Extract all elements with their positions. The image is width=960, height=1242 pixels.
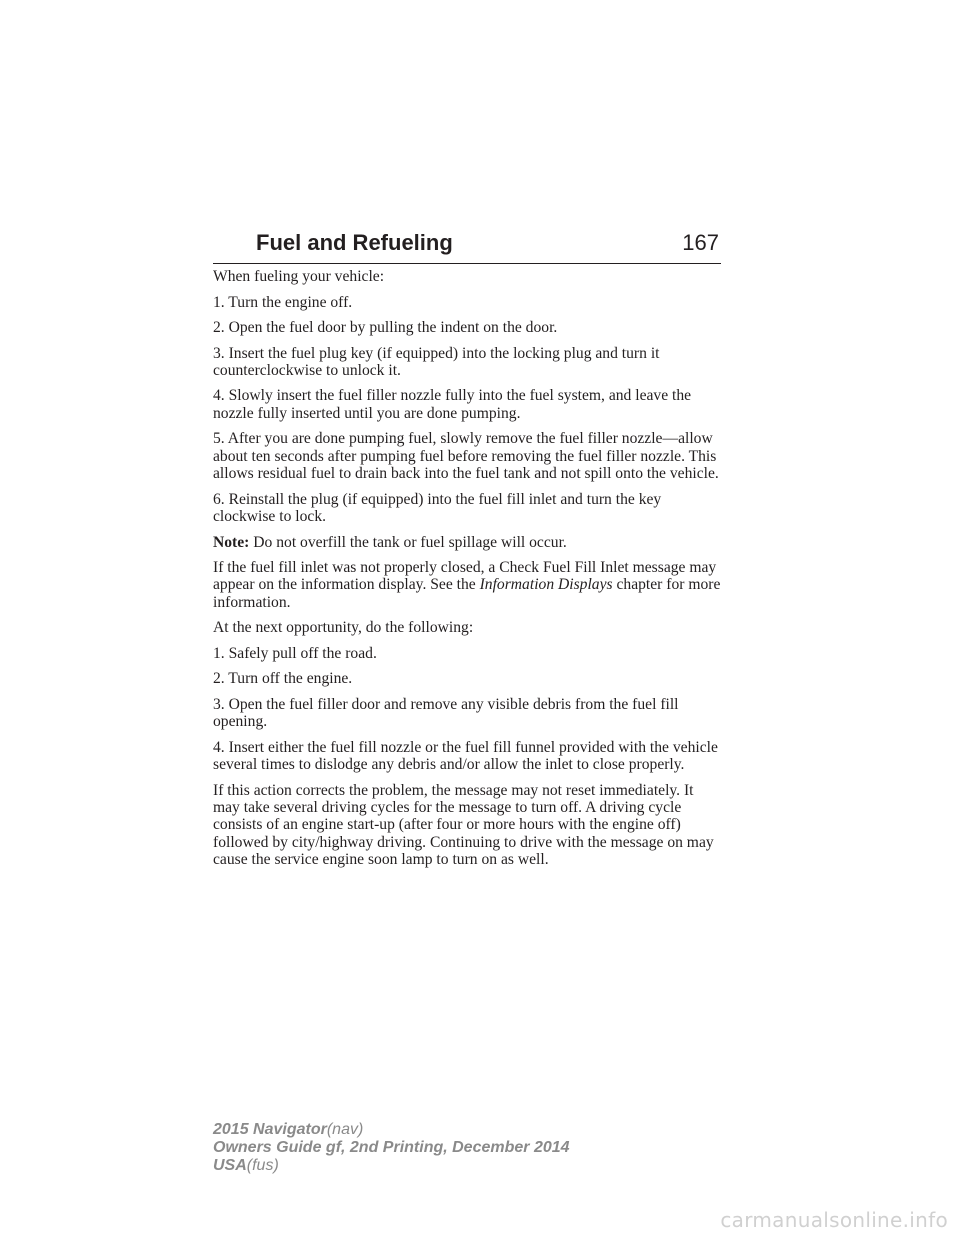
chapter-title: Fuel and Refueling bbox=[256, 230, 453, 255]
inlet-step-1: 1. Safely pull off the road. bbox=[213, 644, 377, 662]
footer-market-line bbox=[213, 1157, 570, 1175]
note-paragraph bbox=[213, 534, 721, 551]
fueling-step-2: 2. Open the fuel door by pulling the indent on the door. bbox=[213, 319, 558, 336]
note-text: Do not overfill the tank or fuel spillage will occur. bbox=[249, 533, 567, 551]
footer-model-line bbox=[213, 1121, 570, 1139]
footer-model: 2015 Navigator bbox=[213, 1121, 327, 1138]
note-label: Note: bbox=[213, 533, 250, 551]
footer-market-code: (fus) bbox=[246, 1157, 279, 1174]
watermark: carmanualsonline.info bbox=[720, 1208, 948, 1232]
document-footer bbox=[213, 1121, 570, 1175]
footer-market: USA bbox=[213, 1157, 247, 1174]
inlet-para-start: If the fuel fill inlet was not properly closed, a Check Fuel Fill Inlet message may appear on the information display. See the bbox=[213, 559, 717, 594]
fueling-step-4: 4. Slowly insert the fuel filler nozzle fully into the fuel system, and leave the nozzle fully inserted until you are done pumping. bbox=[213, 387, 692, 422]
fueling-step-6: 6. Reinstall the plug (if equipped) into the fuel fill inlet and turn the key clockwise to lock. bbox=[213, 490, 662, 526]
body-text bbox=[213, 268, 721, 877]
inlet-step-3: 3. Open the fuel filler door and remove any visible debris from the fuel fill opening. bbox=[213, 695, 679, 731]
page-number: 167 bbox=[682, 230, 719, 255]
inlet-para-end: chapter for more information. bbox=[213, 576, 721, 611]
inlet-step-4: 4. Insert either the fuel fill nozzle or the fuel fill funnel provided with the vehicle several times to dislodge any debris and/or allow the inlet to close properly. bbox=[213, 738, 718, 774]
fueling-intro: When fueling your vehicle: bbox=[213, 268, 385, 285]
fueling-step-1: 1. Turn the engine off. bbox=[213, 293, 353, 311]
inlet-paragraph bbox=[213, 559, 721, 611]
footer-guide: Owners Guide gf, 2nd Printing, December 2014 bbox=[213, 1139, 570, 1156]
next-opportunity-intro: At the next opportunity, do the following: bbox=[213, 619, 474, 637]
inlet-step-2: 2. Turn off the engine. bbox=[213, 670, 353, 688]
page-header bbox=[213, 227, 721, 264]
closing-paragraph: If this action corrects the problem, the message may not reset immediately. It may take several driving cycles for the message to turn off. A driving cycle consists of an engine start-up (after four or more hours with the engine off) followed by city/highway driving. Continuing to drive with the message on may cause the service engine soon lamp to turn on as well. bbox=[213, 781, 714, 869]
chapter-cross-reference-link[interactable]: Information Displays bbox=[479, 576, 613, 594]
fueling-step-3: 3. Insert the fuel plug key (if equipped) into the locking plug and turn it counterclockwise to unlock it. bbox=[213, 344, 660, 379]
fueling-step-5: 5. After you are done pumping fuel, slowly remove the fuel filler nozzle—allow about ten seconds after pumping fuel before removing the fuel filler nozzle. This allows residual fuel to drain back into the fuel tank and not spill onto the vehicle. bbox=[213, 430, 719, 483]
footer-model-code: (nav) bbox=[326, 1121, 364, 1138]
